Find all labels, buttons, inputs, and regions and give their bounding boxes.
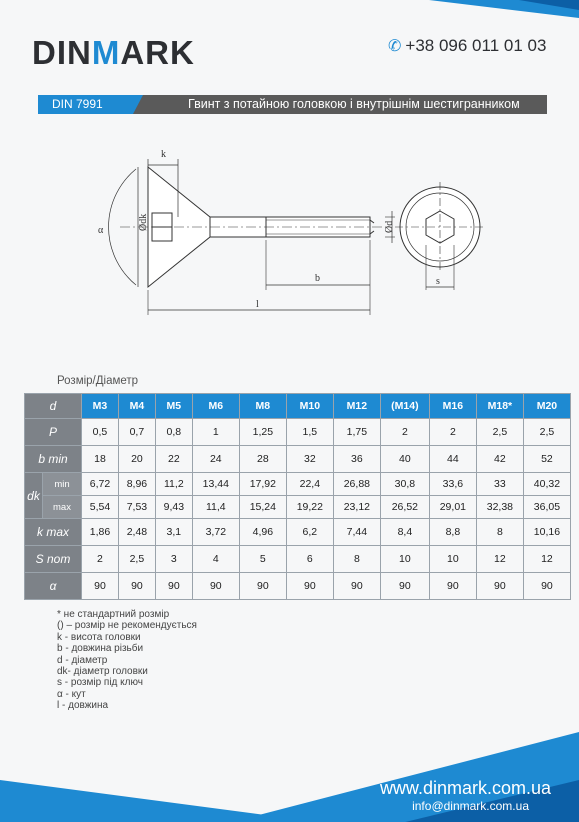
legend-item: l - довжина — [57, 700, 109, 712]
legend-item: α - кут — [57, 688, 86, 700]
label-s-nom: S nom — [25, 546, 82, 573]
label-dk: dk — [25, 473, 43, 519]
legend-item: () – розмір не рекомендується — [57, 620, 197, 632]
corner-decoration-dark — [519, 0, 579, 10]
email-link[interactable]: info@dinmark.com.ua — [412, 799, 529, 813]
spec-table — [24, 393, 571, 600]
website-link[interactable]: www.dinmark.com.ua — [379, 778, 551, 798]
label-s: s — [436, 276, 440, 287]
label-d: d — [25, 394, 82, 419]
label-P: P — [25, 419, 82, 446]
row-b-min: b min 18 20 22 24 28 32 36 40 44 42 52 — [25, 446, 571, 473]
row-dk-min: dk min 6,72 8,96 11,2 13,44 17,92 22,4 26,88 30,8 33,6 33 40,32 — [25, 473, 571, 496]
label-dk: Ødk — [138, 213, 149, 231]
table-caption: Розмір/Діаметр — [57, 375, 139, 387]
row-d: d M3 M4 M5 M6 M8 M10 M12 (M14) M16 M18* M20 — [25, 394, 571, 419]
legend-item: b - довжина різьби — [57, 643, 144, 655]
row-dk-max: max 5,54 7,53 9,43 11,4 15,24 19,22 23,12 26,52 29,01 32,38 36,05 — [25, 496, 571, 519]
label-b: b — [315, 273, 320, 284]
label-dk-max: max — [43, 496, 82, 519]
phone-contact[interactable] — [388, 36, 546, 56]
dinmark-logo: DINMARK — [32, 34, 195, 71]
legend-item: k - висота головки — [57, 631, 141, 643]
label-k: k — [161, 149, 166, 160]
label-alpha: α — [25, 573, 82, 600]
row-P: P 0,5 0,7 0,8 1 1,25 1,5 1,75 2 2 2,5 2,5 — [25, 419, 571, 446]
row-alpha: α 90 90 90 90 90 90 90 90 90 90 90 — [25, 573, 571, 600]
title-bar — [38, 95, 547, 114]
standard-code: DIN 7991 — [38, 95, 133, 114]
label-l: l — [256, 299, 259, 310]
label-d: Ød — [384, 220, 395, 233]
label-b-min: b min — [25, 446, 82, 473]
phone-icon: ✆ — [388, 38, 402, 55]
legend-item: dk- діаметр головки — [57, 666, 148, 678]
product-name: Гвинт з потайною головкою і внутрішнім шестигранником — [188, 97, 520, 111]
legend-item: * не стандартний розмір — [57, 609, 170, 620]
label-alpha: α — [98, 225, 104, 236]
row-s-nom: S nom 2 2,5 3 4 5 6 8 10 10 12 12 — [25, 546, 571, 573]
legend-item: s - розмір під ключ — [57, 677, 143, 689]
legend-item: d - діаметр — [57, 654, 108, 666]
phone-number: +38 096 011 01 03 — [405, 36, 547, 55]
label-k-max: k max — [25, 519, 82, 546]
screw-drawing — [90, 145, 500, 330]
label-dk-min: min — [43, 473, 82, 496]
legend — [57, 609, 197, 712]
row-k-max: k max 1,86 2,48 3,1 3,72 4,96 6,2 7,44 8,4 8,8 8 10,16 — [25, 519, 571, 546]
